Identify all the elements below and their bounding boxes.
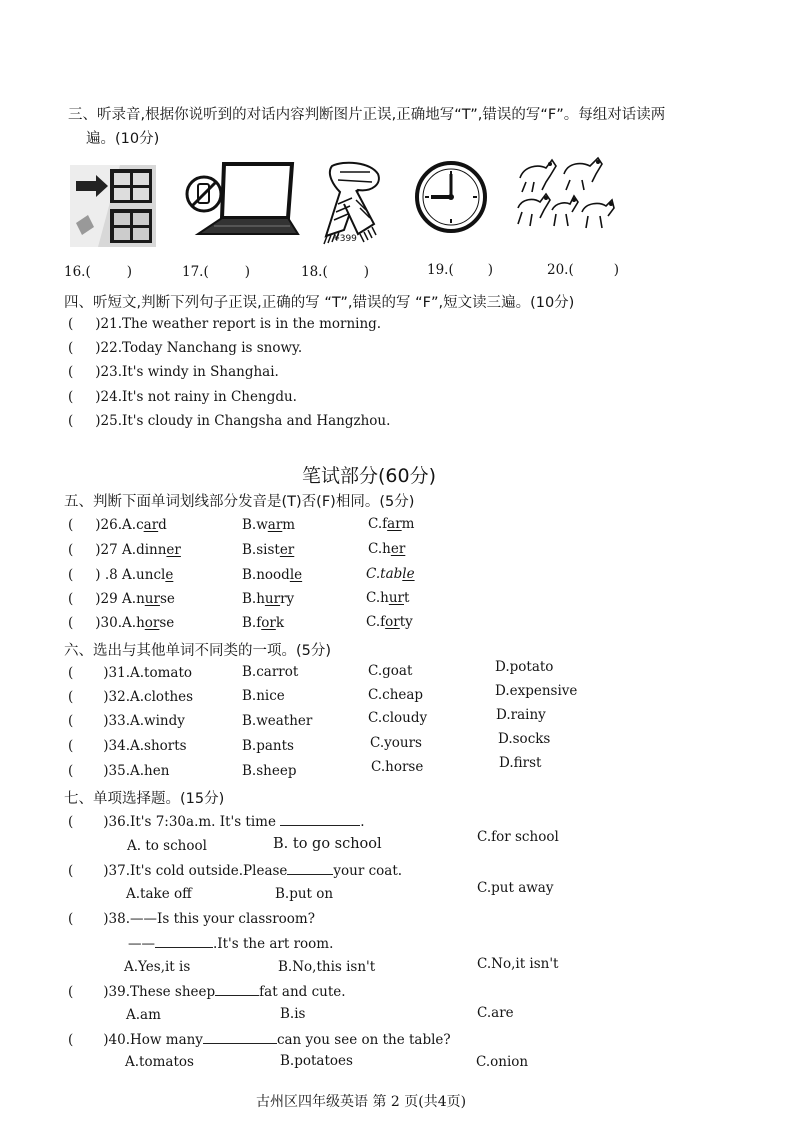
- q29-option-c: C.hurt: [366, 590, 410, 606]
- q34[interactable]: ( )34.A.shorts: [68, 738, 187, 754]
- q35[interactable]: ( )35.A.hen: [68, 763, 170, 779]
- q28[interactable]: ( ) .8 A.uncle: [68, 567, 174, 583]
- q33-option-b: B.weather: [242, 713, 313, 729]
- q31-option-d: D.potato: [495, 659, 554, 675]
- q38-option-b: B.No,this isn't: [278, 959, 376, 975]
- page-footer: 古州区四年级英语 第 2 页(共4页): [256, 1094, 467, 1110]
- section3-heading-line1: 三、听录音,根据你说听到的对话内容判断图片正误,正确地写“T”,错误的写“F”。每组对话读两: [68, 107, 666, 123]
- q38-option-c: C.No,it isn't: [477, 956, 559, 972]
- q36-blank[interactable]: [280, 813, 360, 826]
- section5-heading: 五、判断下面单词划线部分发音是(T)否(F)相同。(5分): [64, 494, 415, 510]
- laptop-picture: [184, 160, 300, 242]
- q31-option-c: C.goat: [368, 663, 413, 679]
- q31[interactable]: ( )31.A.tomato: [68, 665, 193, 681]
- q37-blank[interactable]: [287, 862, 333, 875]
- q37-option-b: B.put on: [275, 886, 334, 902]
- q27[interactable]: ( )27 A.dinner: [68, 542, 181, 558]
- q28-option-b: B.noodle: [242, 567, 303, 583]
- q33-option-c: C.cloudy: [368, 710, 428, 726]
- q26-option-c: C.farm: [368, 516, 415, 532]
- answer-18[interactable]: 18.( ): [301, 264, 370, 280]
- q32-option-d: D.expensive: [495, 683, 578, 699]
- q39-blank[interactable]: [215, 983, 259, 996]
- q32-option-c: C.cheap: [368, 687, 424, 703]
- horses-picture: [512, 152, 616, 240]
- q26[interactable]: ( )26.A.card: [68, 517, 167, 533]
- q37[interactable]: ( )37.It's cold outside.Please your coat.: [68, 863, 403, 879]
- q40-option-a: A.tomatos: [125, 1054, 194, 1070]
- q30[interactable]: ( )30.A.horse: [68, 615, 175, 631]
- q30-option-c: C.forty: [366, 614, 413, 630]
- q33-option-d: D.rainy: [496, 707, 546, 723]
- q28-option-c: C.table: [366, 566, 415, 582]
- q34-option-c: C.yours: [370, 735, 422, 751]
- window-arrow-picture: [70, 165, 156, 247]
- q35-option-c: C.horse: [371, 759, 424, 775]
- q29[interactable]: ( )29 A.nurse: [68, 591, 175, 607]
- q34-option-b: B.pants: [242, 738, 294, 754]
- price-tag: ¥399: [334, 234, 357, 244]
- written-part-title: 笔试部分(60分): [302, 465, 437, 487]
- q31-option-b: B.carrot: [242, 664, 299, 680]
- q37-option-a: A.take off: [126, 886, 192, 902]
- q38-line2[interactable]: —— .It's the art room.: [128, 936, 334, 952]
- q36-option-b: B. to go school: [273, 836, 382, 852]
- q32[interactable]: ( )32.A.clothes: [68, 689, 194, 705]
- q40-option-c: C.onion: [476, 1054, 529, 1070]
- q36-option-a: A. to school: [127, 838, 207, 854]
- q38-blank[interactable]: [155, 935, 213, 948]
- section4-heading: 四、听短文,判断下列句子正误,正确的写 “T”,错误的写 “F”,短文读三遍。(10分): [64, 295, 575, 311]
- q26-option-b: B.warm: [242, 517, 296, 533]
- q35-option-b: B.sheep: [242, 763, 297, 779]
- section7-heading: 七、单项选择题。(15分): [64, 791, 225, 807]
- q30-option-b: B.fork: [242, 615, 284, 631]
- q39-option-c: C.are: [477, 1005, 514, 1021]
- q34-option-d: D.socks: [498, 731, 551, 747]
- q35-option-d: D.first: [499, 755, 542, 771]
- q40-option-b: B.potatoes: [280, 1053, 353, 1069]
- q37-option-c: C.put away: [477, 880, 554, 896]
- q24[interactable]: ( )24.It's not rainy in Chengdu.: [68, 389, 297, 405]
- answer-16[interactable]: 16.( ): [64, 264, 133, 280]
- q38[interactable]: ( )38.——Is this your classroom?: [68, 911, 315, 927]
- q22[interactable]: ( )22.Today Nanchang is snowy.: [68, 340, 303, 356]
- q33[interactable]: ( )33.A.windy: [68, 713, 185, 729]
- q36-option-c: C.for school: [477, 829, 559, 845]
- clock-picture: [414, 160, 488, 234]
- q39-option-a: A.am: [126, 1007, 161, 1023]
- q32-option-b: B.nice: [242, 688, 285, 704]
- q27-option-c: C.her: [368, 541, 406, 557]
- answer-19[interactable]: 19.( ): [427, 262, 494, 278]
- answer-17[interactable]: 17.( ): [182, 264, 251, 280]
- q21[interactable]: ( )21.The weather report is in the morning.: [68, 316, 382, 332]
- section3-heading-line2: 遍。(10分): [86, 131, 160, 147]
- q27-option-b: B.sister: [242, 542, 295, 558]
- answer-20[interactable]: 20.( ): [547, 262, 620, 278]
- q40-blank[interactable]: [203, 1031, 277, 1044]
- q40[interactable]: ( )40.How many can you see on the table?: [68, 1032, 451, 1048]
- section6-heading: 六、选出与其他单词不同类的一项。(5分): [64, 643, 332, 659]
- q39-option-b: B.is: [280, 1006, 306, 1022]
- q23[interactable]: ( )23.It's windy in Shanghai.: [68, 364, 279, 380]
- q29-option-b: B.hurry: [242, 591, 295, 607]
- q25[interactable]: ( )25.It's cloudy in Changsha and Hangzhou.: [68, 413, 391, 429]
- q38-option-a: A.Yes,it is: [124, 959, 191, 975]
- q36[interactable]: ( )36.It's 7:30a.m. It's time .: [68, 814, 365, 830]
- q39[interactable]: ( )39.These sheep fat and cute.: [68, 984, 346, 1000]
